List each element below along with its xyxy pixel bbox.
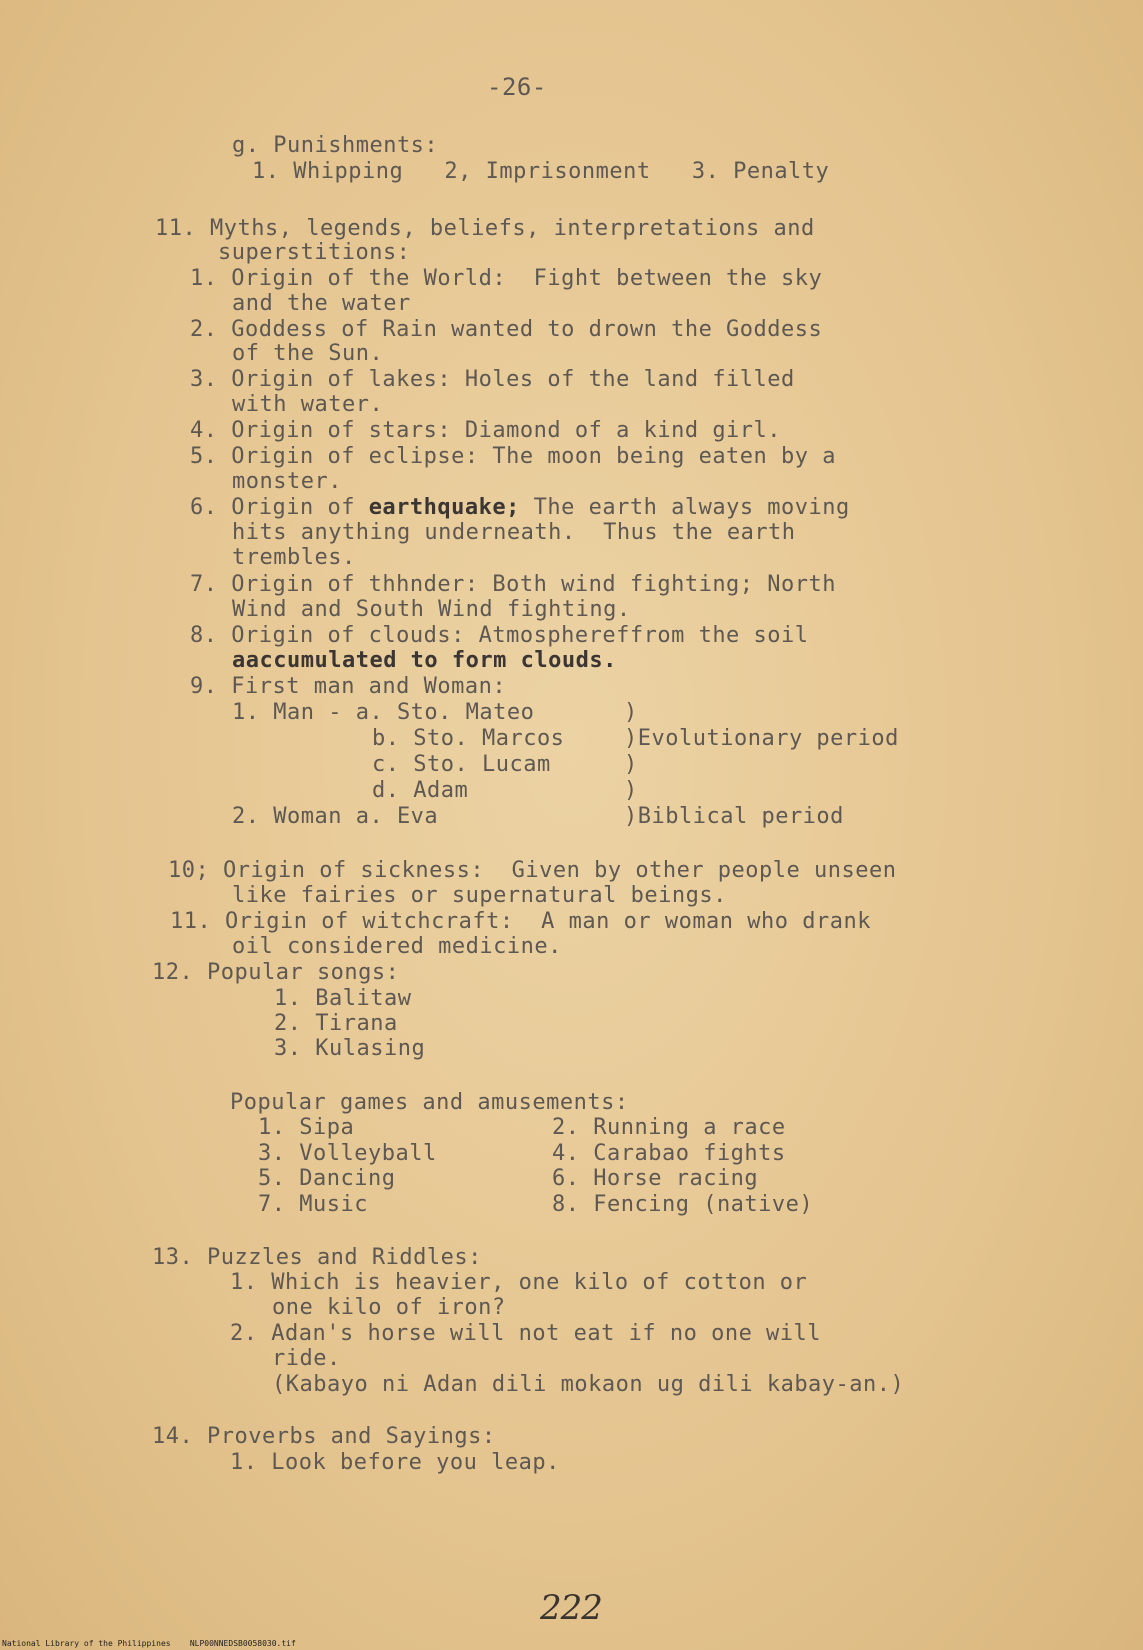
game-2: 2. Running a race (552, 1115, 786, 1140)
myth-item-6 (190, 495, 850, 521)
handwritten-page-number: 222 (540, 1588, 602, 1628)
punishments-heading: g. Punishments: (232, 133, 439, 158)
myth-item-7-cont: Wind and South Wind fighting. (232, 597, 631, 622)
game-4: 4. Carabao fights (552, 1141, 786, 1166)
myth-item-1: 1. Origin of the World: Fight between the sky (190, 266, 823, 291)
proverbs-heading: 14. Proverbs and Sayings: (152, 1424, 496, 1449)
puzzle-1: 1. Which is heavier, one kilo of cotton or (230, 1270, 808, 1295)
songs-heading: 12. Popular songs: (152, 960, 400, 985)
song-3: 3. Kulasing (274, 1036, 426, 1061)
game-5: 5. Dancing (258, 1166, 396, 1191)
punishments-items: 1. Whipping 2, Imprisonment 3. Penalty (252, 159, 830, 184)
myth-item-11: 11. Origin of witchcraft: A man or woman who drank (170, 909, 872, 934)
game-7: 7. Music (258, 1192, 368, 1217)
myth-item-6-pre: 6. Origin of (190, 495, 369, 520)
myth-item-9: 9. First man and Woman: (190, 674, 507, 699)
evolutionary-period: )Evolutionary period (624, 726, 899, 751)
games-heading: Popular games and amusements: (230, 1090, 629, 1115)
first-man-b: b. Sto. Marcos (372, 726, 565, 751)
myth-item-7: 7. Origin of thhnder: Both wind fighting; North (190, 572, 837, 597)
myth-item-3: 3. Origin of lakes: Holes of the land filled (190, 367, 795, 392)
myth-item-6-post: The earth always moving (519, 495, 850, 520)
myth-item-4: 4. Origin of stars: Diamond of a kind girl. (190, 418, 782, 443)
myth-item-11-cont: oil considered medicine. (232, 934, 562, 959)
myths-heading: 11. Myths, legends, beliefs, interpretations and (155, 216, 815, 241)
game-1: 1. Sipa (258, 1115, 355, 1140)
game-8: 8. Fencing (native) (552, 1192, 814, 1217)
myth-item-10-cont: like fairies or supernatural beings. (232, 883, 727, 908)
puzzles-heading: 13. Puzzles and Riddles: (152, 1245, 482, 1270)
myth-item-1-cont: and the water (232, 291, 411, 316)
biblical-period: )Biblical period (624, 804, 844, 829)
first-man-d: d. Adam (372, 778, 469, 803)
first-man-c: c. Sto. Lucam (372, 752, 551, 777)
game-3: 3. Volleyball (258, 1141, 437, 1166)
myth-item-3-cont: with water. (232, 392, 384, 417)
first-man-a: 1. Man - a. Sto. Mateo (232, 700, 535, 725)
myth-item-6-bold: earthquake; (368, 495, 520, 520)
bracket-2: ) (624, 752, 638, 777)
page-number: -26- (487, 73, 547, 101)
myths-heading-cont: superstitions: (218, 240, 411, 265)
bracket-1: ) (624, 700, 638, 725)
first-woman: 2. Woman a. Eva (232, 804, 439, 829)
puzzle-1-cont: one kilo of iron? (272, 1295, 506, 1320)
puzzle-2: 2. Adan's horse will not eat if no one will (230, 1321, 822, 1346)
myth-item-2-cont: of the Sun. (232, 341, 384, 366)
game-6: 6. Horse racing (552, 1166, 759, 1191)
myth-item-2: 2. Goddess of Rain wanted to drown the Goddess (190, 317, 823, 342)
puzzle-2-cebuano: (Kabayo ni Adan dili mokaon ug dili kabay-an.) (272, 1372, 905, 1397)
proverb-1: 1. Look before you leap. (230, 1450, 560, 1475)
myth-item-8-cont: aaccumulated to form clouds. (232, 648, 617, 673)
myth-item-10: 10; Origin of sickness: Given by other people unseen (168, 858, 897, 883)
puzzle-2-cont: ride. (272, 1346, 341, 1371)
myth-item-5: 5. Origin of eclipse: The moon being eaten by a (190, 444, 837, 469)
myth-item-8: 8. Origin of clouds: Atmosphereffrom the soil (190, 623, 809, 648)
song-2: 2. Tirana (274, 1011, 398, 1036)
song-1: 1. Balitaw (274, 986, 412, 1011)
myth-item-5-cont: monster. (232, 469, 342, 494)
scan-footer: National Library of the Philippines NLP00NNEDSB0058030.tif (2, 1639, 296, 1648)
myth-item-6-cont2: trembles. (232, 545, 356, 570)
bracket-3: ) (624, 778, 638, 803)
myth-item-6-cont: hits anything underneath. Thus the earth (232, 520, 796, 545)
